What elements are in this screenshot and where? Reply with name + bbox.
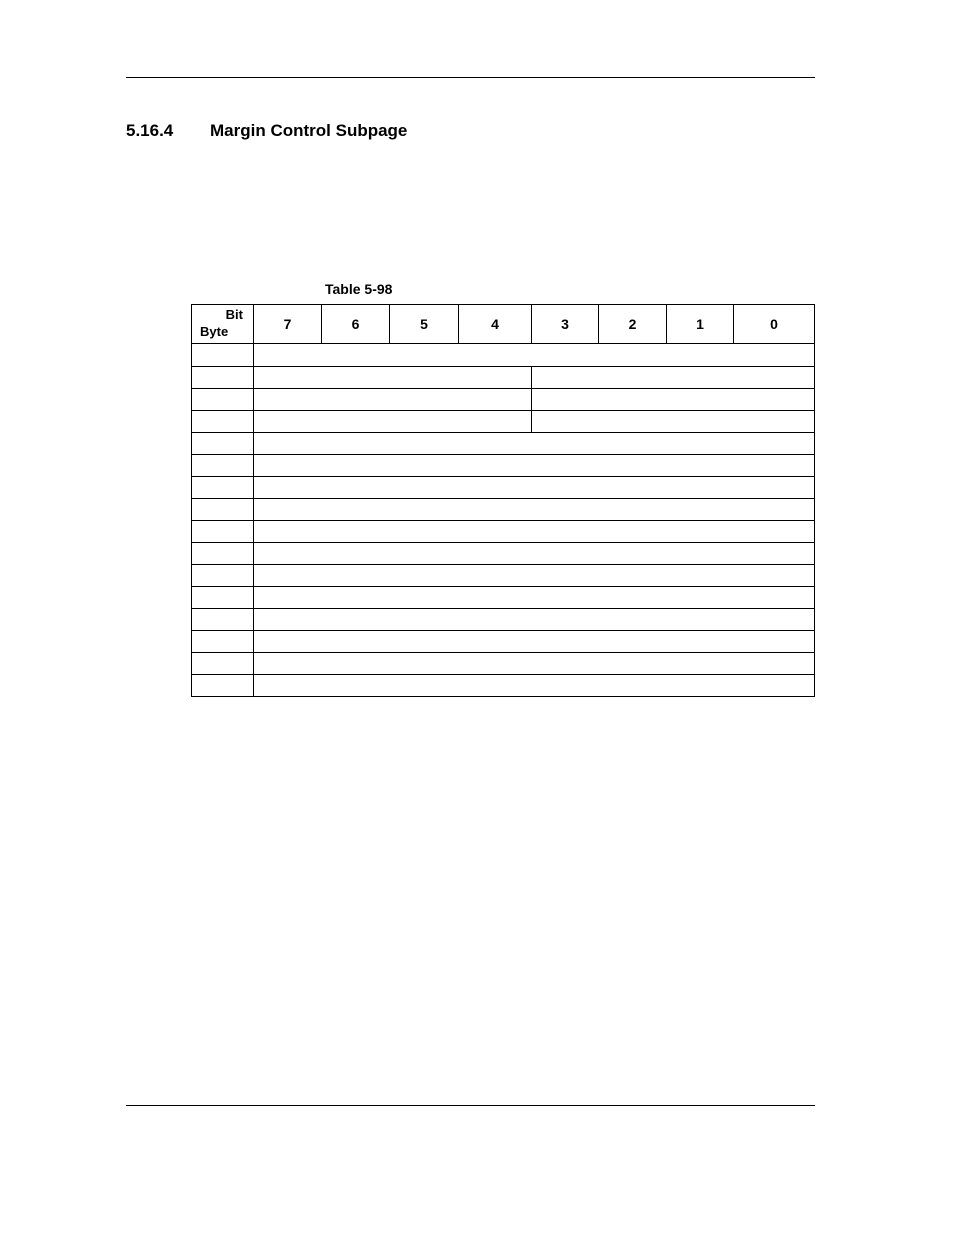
section-number: 5.16.4: [126, 121, 174, 140]
field-cell: [254, 565, 815, 587]
field-cell-high-nibble: [254, 389, 532, 411]
table-row: [192, 499, 815, 521]
bit-column-header: 6: [322, 305, 390, 344]
field-cell: [254, 543, 815, 565]
field-cell: [254, 587, 815, 609]
byte-cell: [192, 565, 254, 587]
table-row: [192, 631, 815, 653]
table-row: [192, 521, 815, 543]
section-title: Margin Control Subpage: [210, 121, 408, 140]
bit-column-header: 2: [599, 305, 667, 344]
field-cell: [254, 609, 815, 631]
byte-cell: [192, 543, 254, 565]
field-cell: [254, 477, 815, 499]
bit-byte-header-cell: [192, 305, 254, 344]
bit-column-header: 4: [459, 305, 532, 344]
field-cell: [254, 631, 815, 653]
bit-column-header: 1: [667, 305, 734, 344]
table-row: [192, 389, 815, 411]
table-caption: Table 5-98: [325, 281, 393, 297]
table-row: [192, 675, 815, 697]
byte-cell: [192, 499, 254, 521]
table-row: [192, 609, 815, 631]
section-heading: [126, 121, 407, 141]
byte-cell: [192, 433, 254, 455]
table-row: [192, 367, 815, 389]
bit-column-header: 0: [734, 305, 815, 344]
byte-cell: [192, 675, 254, 697]
byte-cell: [192, 411, 254, 433]
field-cell: [254, 433, 815, 455]
field-cell: [254, 344, 815, 367]
byte-cell: [192, 653, 254, 675]
table-row: [192, 565, 815, 587]
byte-cell: [192, 477, 254, 499]
field-cell: [254, 675, 815, 697]
table-row: [192, 433, 815, 455]
table-row: [192, 477, 815, 499]
bit-column-header: 5: [390, 305, 459, 344]
byte-cell: [192, 609, 254, 631]
margin-control-subpage-table: [191, 304, 815, 697]
field-cell-high-nibble: [254, 367, 532, 389]
field-cell: [254, 521, 815, 543]
field-cell: [254, 455, 815, 477]
table-row: [192, 653, 815, 675]
field-cell-low-nibble: [532, 367, 815, 389]
table-row: [192, 455, 815, 477]
field-cell: [254, 653, 815, 675]
table-row: [192, 587, 815, 609]
field-cell-low-nibble: [532, 411, 815, 433]
bit-label: Bit: [225, 307, 243, 322]
table-row: [192, 411, 815, 433]
footer-rule: [126, 1105, 815, 1106]
byte-cell: [192, 389, 254, 411]
byte-cell: [192, 587, 254, 609]
byte-cell: [192, 367, 254, 389]
byte-cell: [192, 521, 254, 543]
bit-column-header: 3: [532, 305, 599, 344]
table-row: [192, 344, 815, 367]
byte-cell: [192, 631, 254, 653]
field-cell-high-nibble: [254, 411, 532, 433]
field-cell-low-nibble: [532, 389, 815, 411]
field-cell: [254, 499, 815, 521]
byte-cell: [192, 344, 254, 367]
byte-label: Byte: [200, 324, 229, 339]
header-rule: [126, 77, 815, 78]
table-header-row: [192, 305, 815, 344]
bit-column-header: 7: [254, 305, 322, 344]
byte-cell: [192, 455, 254, 477]
table-row: [192, 543, 815, 565]
